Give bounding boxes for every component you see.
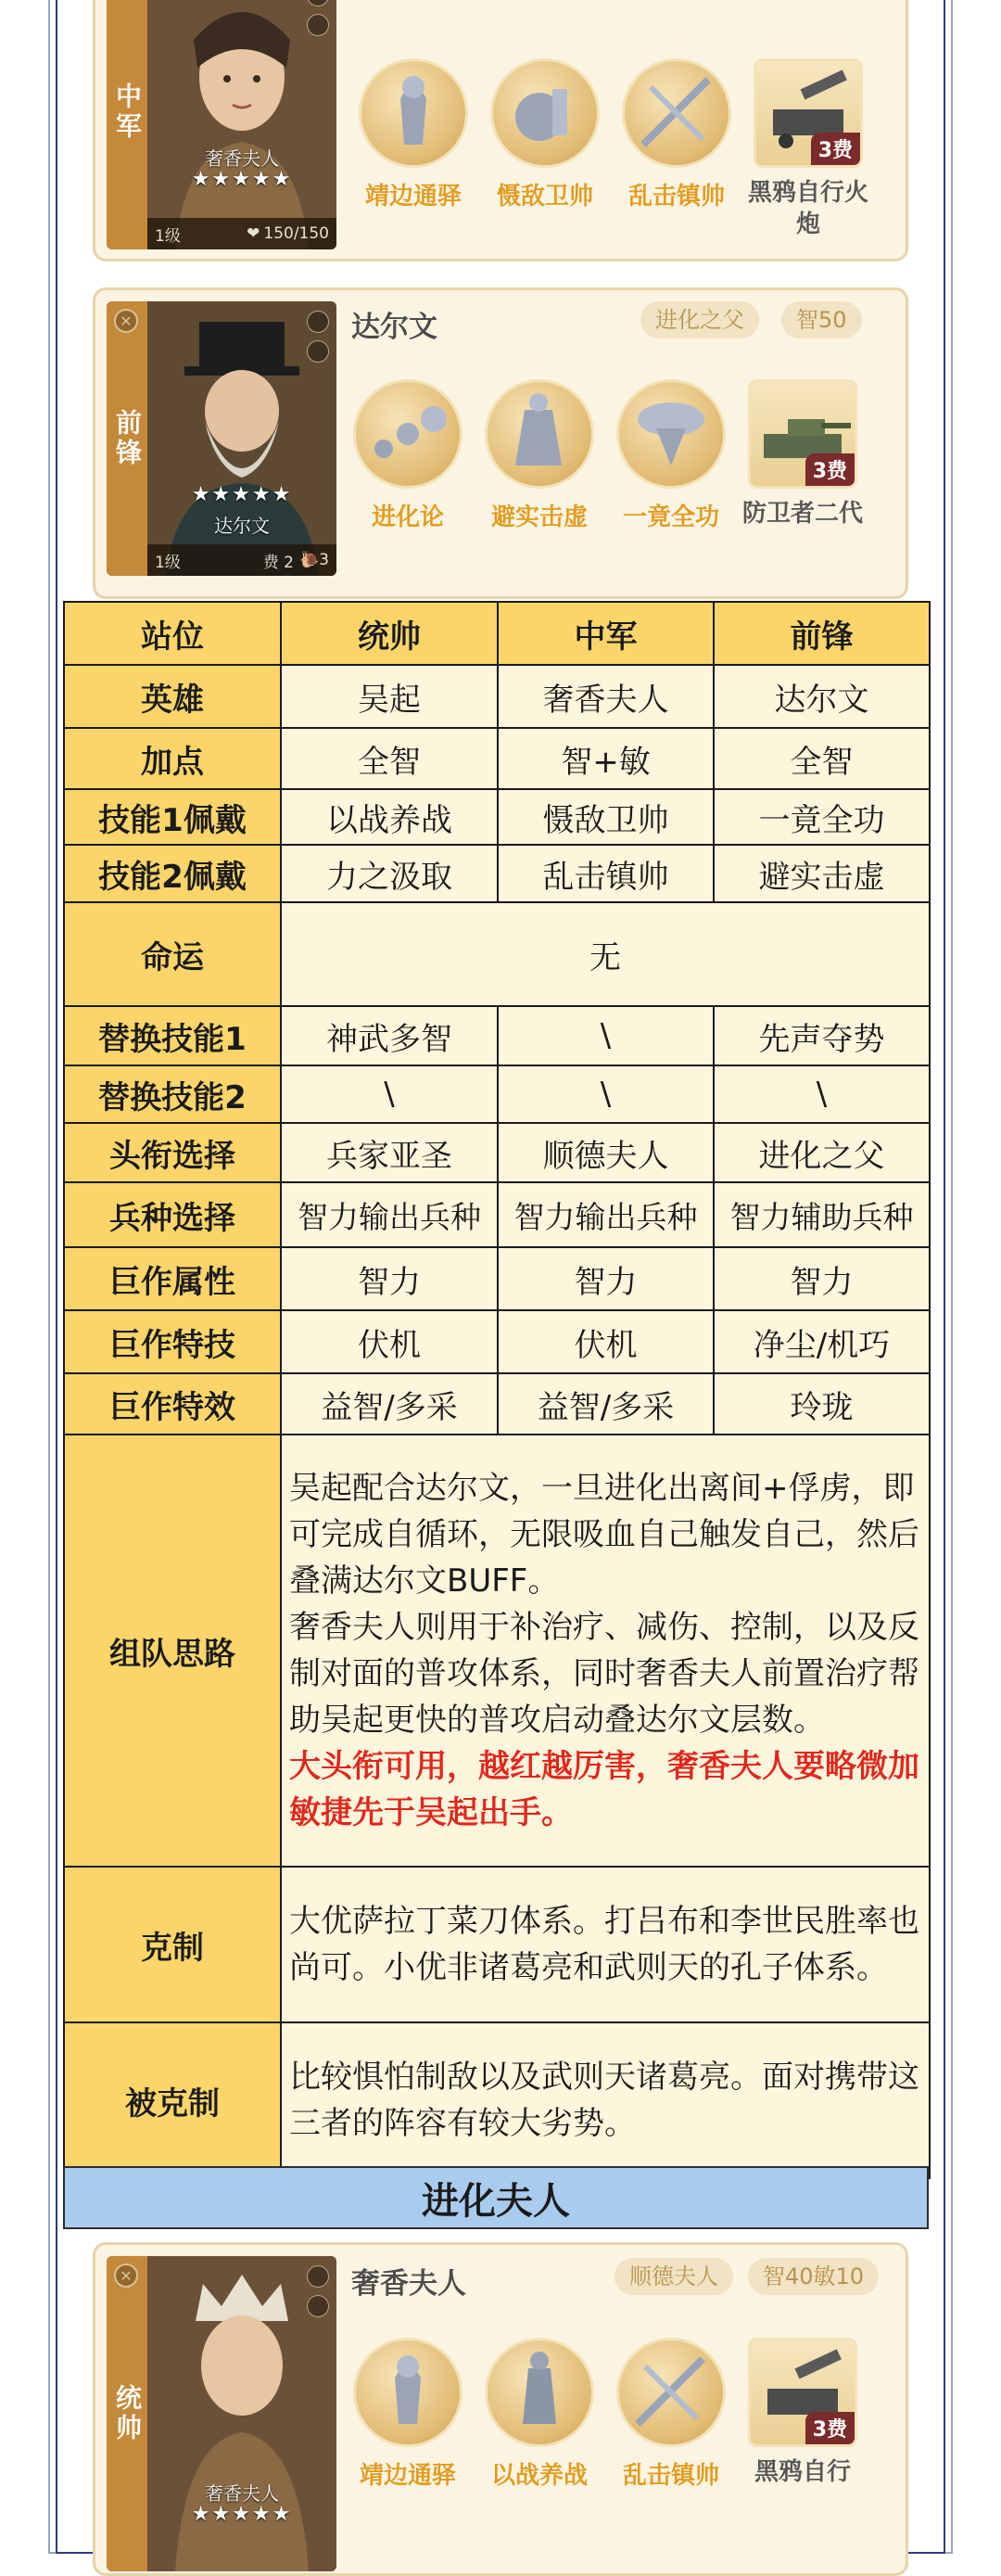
lineup-table [63,601,931,2179]
table-cell: \ [714,1065,930,1123]
badge-icon [307,2295,329,2317]
table-cell: 吴起 [281,665,498,728]
skill-slot[interactable] [348,379,468,532]
table-cell: 慑敌卫帅 [498,789,714,845]
statue-icon [353,2338,462,2447]
hero-name: 奢香夫人 [351,2267,466,2301]
table-header-cell: 中军 [498,602,714,665]
skill-slot[interactable] [616,58,737,211]
table-cell: 智力 [714,1247,930,1310]
snail-icon: 🐌 [299,551,320,569]
cost-badge: 3费 [805,2412,855,2444]
row-label: 巨作属性 [64,1247,281,1310]
artillery-icon [748,2338,857,2447]
table-cell: 玲珑 [714,1373,930,1435]
table-row [64,1310,930,1373]
table-row [64,1435,930,1867]
skill-label: 避实击虚 [490,504,588,531]
table-row [64,1006,930,1065]
badge-icon [307,14,329,36]
tool-slot[interactable] [742,2338,863,2488]
row-label: 巨作特技 [64,1310,281,1373]
hero-name: 达尔文 [351,311,437,344]
hp-text: 150/150 [263,224,329,243]
flying-figure-icon [616,379,726,489]
table-cell: 兵家亚圣 [281,1123,498,1182]
strategy-cell [281,1435,930,1867]
star-rating: ★★★★★ [191,2503,293,2526]
table-header-cell: 前锋 [714,602,930,665]
table-cell: 全智 [281,728,498,789]
skill-slot[interactable] [479,2338,600,2491]
artillery-icon [754,58,863,168]
row-label: 命运 [64,902,281,1006]
table-cell: 智力 [498,1247,714,1310]
badge-icon [307,340,329,363]
skill-label: 乱击镇帅 [622,2462,719,2490]
warrior-icon [485,2338,594,2447]
table-cell: \ [498,1006,714,1065]
row-label: 替换技能1 [64,1006,281,1065]
table-header-cell: 站位 [64,602,281,665]
attribute-pill: 智50 [781,301,862,338]
row-label: 技能1佩戴 [64,789,281,845]
hero-portrait [107,2256,336,2571]
hero-portrait [107,0,336,249]
row-label: 技能2佩戴 [64,845,281,902]
table-cell: 智力 [281,1247,498,1310]
skill-slot[interactable] [611,2338,731,2491]
tool-label: 黑鸦自行火炮 [748,179,869,238]
table-cell: 奢香夫人 [498,665,714,728]
table-row [64,1373,930,1435]
tool-slot[interactable] [748,58,868,240]
table-row [64,1065,930,1123]
cost-badge: 3费 [811,133,860,165]
hero-image [147,0,336,249]
skill-slot[interactable] [611,379,731,532]
evolution-icon [353,379,462,489]
table-row [64,665,930,728]
portrait-name: 奢香夫人 [205,147,279,170]
countered-text: 比较惧怕制敌以及武则天诸葛亮。面对携带这三者的阵容有较大劣势。 [281,2022,930,2178]
hero-card-qianfeng[interactable] [93,287,908,599]
table-cell: 达尔文 [714,665,930,728]
table-cell: 乱击镇帅 [498,845,714,902]
hero-portrait [107,301,336,576]
close-icon[interactable]: ✕ [114,309,138,333]
row-label: 替换技能2 [64,1065,281,1123]
table-cell: \ [281,1065,498,1123]
tool-label: 防卫者二代 [742,500,864,528]
table-row [64,1182,930,1247]
table-cell: 力之汲取 [281,845,498,902]
portrait-status-bar [147,544,336,576]
star-rating: ★★★★★ [191,483,293,506]
counter-text: 大优萨拉丁菜刀体系。打吕布和李世民胜率也尚可。小优非诸葛亮和武则天的孔子体系。 [281,1867,930,2022]
skill-label: 一竟全功 [622,504,719,531]
table-row [64,2022,930,2178]
title-pill: 顺德夫人 [615,2258,733,2295]
hero-card-tongshuai[interactable] [93,2242,908,2576]
statue-icon [359,58,468,168]
table-cell: 无 [281,902,930,1006]
row-label: 克制 [64,1867,281,2022]
skill-slot[interactable] [485,58,605,211]
star-rating: ★★★★★ [191,168,293,191]
fee-text: 费 2 [262,553,294,572]
hero-card-zhongjun[interactable] [93,0,908,261]
row-label: 组队思路 [64,1435,281,1867]
skill-slot[interactable] [348,2338,468,2491]
skill-label: 以战养战 [490,2462,588,2490]
tool-label: 黑鸦自行 [754,2458,851,2486]
table-cell: 进化之父 [714,1123,930,1182]
portrait-status-bar [147,218,336,249]
level-text: 1级 [155,226,181,246]
attribute-pill: 智40敏10 [748,2258,879,2295]
skill-label: 慑敌卫帅 [496,183,593,210]
level-text: 1级 [155,553,181,572]
table-cell: 以战养战 [281,789,498,845]
table-cell: 伏机 [281,1310,498,1373]
table-cell: 智+敏 [498,728,714,789]
strategy-text: 奢香夫人则用于补治疗、减伤、控制，以及反制对面的普攻体系，同时奢香夫人前置治疗帮助吴起更快的普攻启动叠达尔文层数。 [289,1609,919,1739]
skill-slot[interactable] [479,379,600,532]
skill-label: 靖边通驿 [364,183,462,210]
table-cell: 先声夺势 [714,1006,930,1065]
skill-label: 进化论 [371,504,444,531]
table-cell: \ [498,1065,714,1123]
table-cell: 智力输出兵种 [281,1182,498,1247]
shield-warrior-icon [490,58,600,168]
table-cell: 神武多智 [281,1006,498,1065]
skill-slot[interactable] [353,58,474,211]
close-icon[interactable]: ✕ [114,2264,138,2288]
row-label: 兵种选择 [64,1182,281,1247]
table-cell: 全智 [714,728,930,789]
spear-icon [622,58,731,168]
table-cell: 一竟全功 [714,789,930,845]
table-row [64,1123,930,1182]
position-tag: 中军 [107,0,147,249]
row-label: 英雄 [64,665,281,728]
table-cell: 净尘/机巧 [714,1310,930,1373]
row-label: 巨作特效 [64,1373,281,1435]
row-label: 加点 [64,728,281,789]
badge-icon [307,311,329,333]
portrait-name: 达尔文 [214,515,270,537]
skill-label: 靖边通驿 [359,2462,456,2490]
table-cell: 顺德夫人 [498,1123,714,1182]
table-row [64,845,930,902]
table-cell: 伏机 [498,1310,714,1373]
badge-icon [307,2265,329,2288]
table-cell: 避实击虚 [714,845,930,902]
heart-icon: ❤ [247,224,260,243]
table-row [64,789,930,845]
table-cell: 智力输出兵种 [498,1182,714,1247]
position-tag: 前锋 [107,301,147,576]
table-row [64,902,930,1006]
table-cell: 益智/多采 [281,1373,498,1435]
spear-icon [616,2338,726,2447]
tank-icon [748,379,857,489]
row-label: 被克制 [64,2022,281,2178]
table-header-row [64,602,930,665]
fee-count: 3 [319,551,329,569]
table-cell: 益智/多采 [498,1373,714,1435]
table-row [64,728,930,789]
row-label: 头衔选择 [64,1123,281,1182]
strategy-text: 吴起配合达尔文，一旦进化出离间+俘虏，即可完成自循环，无限吸血自己触发自己，然后叠满达尔文BUFF。 [289,1470,919,1600]
table-header-cell: 统帅 [281,602,498,665]
kneeling-warrior-icon [485,379,594,489]
cost-badge: 3费 [805,453,855,486]
section-title: 进化夫人 [63,2166,929,2229]
tool-slot[interactable] [742,379,863,529]
table-row [64,1247,930,1310]
title-pill: 进化之父 [640,301,759,338]
skill-label: 乱击镇帅 [627,183,725,210]
table-row [64,1867,930,2022]
position-tag: 统帅 [107,2256,147,2571]
strategy-highlight: 大头衔可用，越红越厉害，奢香夫人要略微加敏捷先于吴起出手。 [289,1748,919,1831]
table-cell: 智力辅助兵种 [714,1182,930,1247]
portrait-name: 奢香夫人 [205,2482,279,2505]
